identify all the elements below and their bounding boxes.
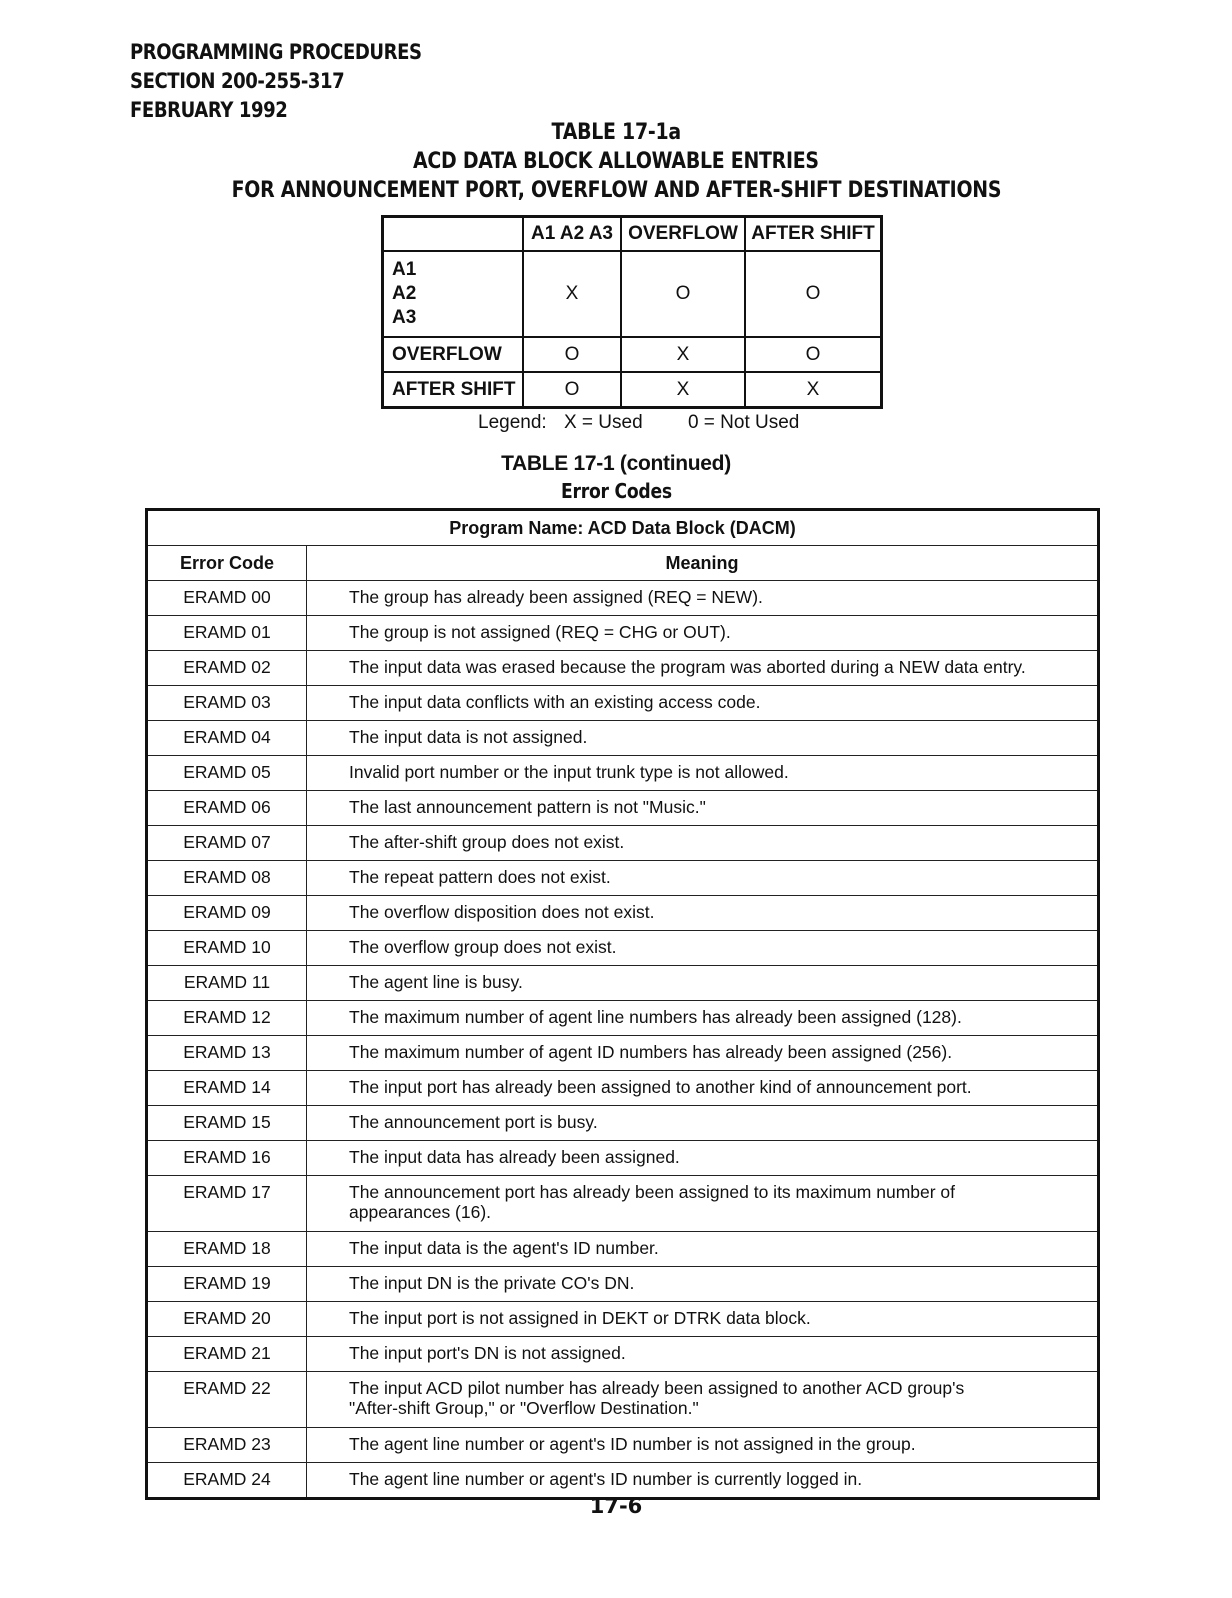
- table-row: [147, 721, 1099, 756]
- table-row: [147, 581, 1099, 616]
- error-meaning: The repeat pattern does not exist.: [307, 861, 1099, 896]
- legend-not-used: 0 = Not Used: [687, 412, 800, 433]
- table-cell: X: [621, 337, 745, 372]
- error-codes-table: [145, 508, 1100, 1500]
- error-code: ERAMD 05: [147, 756, 307, 791]
- legend-prefix: Legend:: [478, 412, 547, 433]
- row-header: AFTER SHIFT: [383, 372, 524, 408]
- table-row: [147, 861, 1099, 896]
- error-meaning: The announcement port is busy.: [307, 1106, 1099, 1141]
- table-row: [147, 1036, 1099, 1071]
- error-code: ERAMD 09: [147, 896, 307, 931]
- error-meaning: The group has already been assigned (REQ = NEW).: [307, 581, 1099, 616]
- error-code: ERAMD 06: [147, 791, 307, 826]
- error-code: ERAMD 22: [147, 1372, 307, 1428]
- error-code: ERAMD 16: [147, 1141, 307, 1176]
- table-row: [147, 756, 1099, 791]
- error-code: ERAMD 23: [147, 1428, 307, 1463]
- empty-corner-cell: [383, 217, 524, 252]
- table-row: [147, 616, 1099, 651]
- error-meaning: The agent line is busy.: [307, 966, 1099, 1001]
- error-meaning: The input data has already been assigned.: [307, 1141, 1099, 1176]
- row-label-a2: A2: [392, 283, 417, 304]
- table-row: [147, 1071, 1099, 1106]
- error-code-header: Error Code: [147, 546, 307, 581]
- row-label-a3: A3: [392, 307, 417, 328]
- error-code: ERAMD 18: [147, 1232, 307, 1267]
- error-code: ERAMD 21: [147, 1337, 307, 1372]
- table-cell: O: [745, 337, 882, 372]
- table-cell: O: [523, 372, 621, 408]
- error-meaning: The maximum number of agent line numbers has already been assigned (128).: [307, 1001, 1099, 1036]
- table2-title: TABLE 17-1 (continued): [501, 452, 731, 475]
- error-meaning: The input data is the agent's ID number.: [307, 1232, 1099, 1267]
- row-label-a1: A1: [392, 259, 417, 280]
- error-code: ERAMD 10: [147, 931, 307, 966]
- error-meaning: The agent line number or agent's ID number is not assigned in the group.: [307, 1428, 1099, 1463]
- table-cell: O: [523, 337, 621, 372]
- table-row: [147, 1372, 1099, 1428]
- error-code: ERAMD 01: [147, 616, 307, 651]
- header-line-1: PROGRAMMING PROCEDURES: [130, 40, 422, 64]
- table1-subtitle: ACD DATA BLOCK ALLOWABLE ENTRIES: [413, 149, 819, 174]
- legend-used: X = Used: [563, 412, 643, 433]
- column-header: A1 A2 A3: [523, 217, 621, 252]
- error-code: ERAMD 04: [147, 721, 307, 756]
- table-row: [147, 1141, 1099, 1176]
- error-code: ERAMD 08: [147, 861, 307, 896]
- table-cell: O: [621, 251, 745, 337]
- column-header: OVERFLOW: [621, 217, 745, 252]
- program-name-header: Program Name: ACD Data Block (DACM): [147, 510, 1099, 546]
- allowable-entries-table: [381, 215, 883, 409]
- error-code: ERAMD 15: [147, 1106, 307, 1141]
- meaning-line-1: The announcement port has already been assigned to its maximum number of: [349, 1182, 956, 1202]
- error-meaning: The maximum number of agent ID numbers has already been assigned (256).: [307, 1036, 1099, 1071]
- table-row: [147, 896, 1099, 931]
- error-code: ERAMD 19: [147, 1267, 307, 1302]
- table-row: [147, 1267, 1099, 1302]
- error-meaning: The agent line number or agent's ID number is currently logged in.: [307, 1463, 1099, 1499]
- row-header: [383, 251, 524, 337]
- meaning-line-2: appearances (16).: [349, 1202, 492, 1222]
- error-meaning: The input port has already been assigned to another kind of announcement port.: [307, 1071, 1099, 1106]
- table-cell: X: [523, 251, 621, 337]
- error-meaning: The input port's DN is not assigned.: [307, 1337, 1099, 1372]
- document-header: [130, 38, 422, 125]
- table1-title: TABLE 17-1a: [551, 120, 681, 145]
- error-meaning: The after-shift group does not exist.: [307, 826, 1099, 861]
- program-name-row: [147, 510, 1099, 546]
- header-line-3: FEBRUARY 1992: [130, 98, 288, 122]
- column-header-row: [147, 546, 1099, 581]
- error-meaning: [307, 1176, 1099, 1232]
- table-row: [147, 1001, 1099, 1036]
- table1-subtitle-2: FOR ANNOUNCEMENT PORT, OVERFLOW AND AFTER-SHIFT DESTINATIONS: [231, 178, 1001, 203]
- legend: [478, 412, 799, 434]
- column-header: AFTER SHIFT: [745, 217, 882, 252]
- table-row: [383, 337, 882, 372]
- error-code: ERAMD 11: [147, 966, 307, 1001]
- table-row: [147, 1428, 1099, 1463]
- error-code: ERAMD 02: [147, 651, 307, 686]
- table-row: [383, 251, 882, 337]
- table-cell: X: [621, 372, 745, 408]
- error-meaning: The input DN is the private CO's DN.: [307, 1267, 1099, 1302]
- table-row: [147, 966, 1099, 1001]
- meaning-header: Meaning: [307, 546, 1099, 581]
- error-meaning: The group is not assigned (REQ = CHG or OUT).: [307, 616, 1099, 651]
- table-row: [147, 1106, 1099, 1141]
- error-meaning: The input data is not assigned.: [307, 721, 1099, 756]
- table2-subtitle: Error Codes: [560, 479, 672, 503]
- table-row: [147, 826, 1099, 861]
- table-row: [147, 686, 1099, 721]
- table-header-row: [383, 217, 882, 252]
- error-code: ERAMD 17: [147, 1176, 307, 1232]
- table-cell: O: [745, 251, 882, 337]
- error-code: ERAMD 07: [147, 826, 307, 861]
- table-row: [147, 1337, 1099, 1372]
- error-meaning: The input data conflicts with an existing access code.: [307, 686, 1099, 721]
- header-line-2: SECTION 200-255-317: [130, 69, 345, 93]
- error-code: ERAMD 03: [147, 686, 307, 721]
- error-meaning: The overflow disposition does not exist.: [307, 896, 1099, 931]
- error-code: ERAMD 24: [147, 1463, 307, 1499]
- table-row: [147, 791, 1099, 826]
- table-row: [147, 651, 1099, 686]
- error-code: ERAMD 14: [147, 1071, 307, 1106]
- error-meaning: The overflow group does not exist.: [307, 931, 1099, 966]
- error-meaning: Invalid port number or the input trunk type is not allowed.: [307, 756, 1099, 791]
- meaning-line-2: "After-shift Group," or "Overflow Destination.": [349, 1398, 699, 1418]
- row-header: OVERFLOW: [383, 337, 524, 372]
- error-meaning: The input data was erased because the program was aborted during a NEW data entry.: [307, 651, 1099, 686]
- error-meaning: The input port is not assigned in DEKT or DTRK data block.: [307, 1302, 1099, 1337]
- meaning-line-1: The input ACD pilot number has already been assigned to another ACD group's: [349, 1378, 965, 1398]
- error-meaning: [307, 1372, 1099, 1428]
- table-row: [147, 931, 1099, 966]
- table-row: [147, 1176, 1099, 1232]
- error-code: ERAMD 00: [147, 581, 307, 616]
- table-row: [147, 1232, 1099, 1267]
- error-code: ERAMD 12: [147, 1001, 307, 1036]
- error-code: ERAMD 20: [147, 1302, 307, 1337]
- table-cell: X: [745, 372, 882, 408]
- table-row: [147, 1302, 1099, 1337]
- error-code: ERAMD 13: [147, 1036, 307, 1071]
- table-row: [383, 372, 882, 408]
- page-number: 17-6: [589, 1494, 643, 1518]
- error-meaning: The last announcement pattern is not "Music.": [307, 791, 1099, 826]
